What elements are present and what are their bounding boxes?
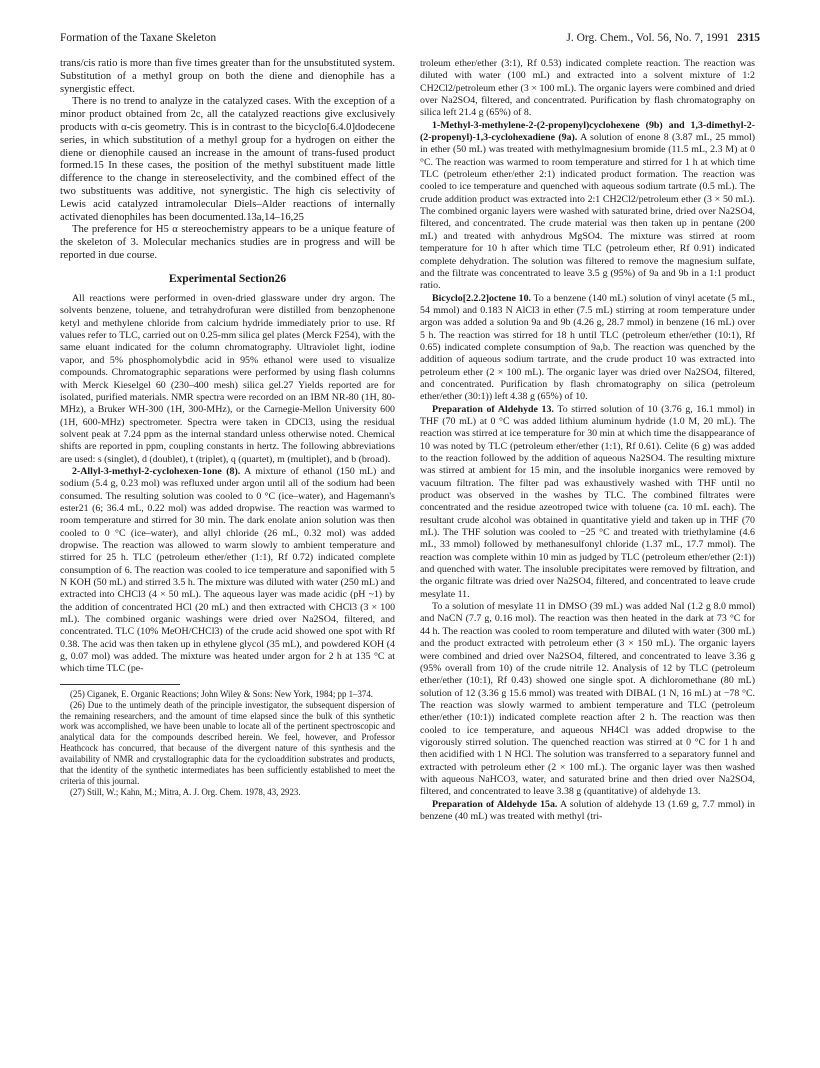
footnote: (27) Still, W.; Kahn, M.; Mitra, A. J. Org. Chem. 1978, 43, 2923.: [70, 786, 301, 797]
procedure-paragraph: [60, 466, 395, 676]
procedure-paragraph: [420, 404, 755, 602]
procedure-paragraph: [420, 799, 755, 824]
paragraph: The preference for H5 α stereochemistry appears to be a unique feature of the skeleton of 3. Molecular mechanics studies are in progress and will be reported in due course.: [60, 224, 395, 261]
paragraph: troleum ether/ether (3:1), Rf 0.53) indicated complete reaction. The reaction was diluted with water (100 mL) and extracted into a solvent mixture of 1:2 CH2Cl2/petroleum ether (3 × 100 mL). The organic layers were combined and dried over Na2SO4, filtered, and concentrated. Purification by flash chromatography on silica left 21.4 g (65%) of 8.: [420, 58, 755, 119]
compound-heading: Preparation of Aldehyde 13.: [432, 403, 554, 415]
paragraph: trans/cis ratio is more than five times greater than for the unsubstituted system. Substitution of a methyl group on both the diene and dienophile has a synergistic effect.: [60, 58, 395, 95]
procedure-paragraph: [420, 120, 755, 293]
footnote-divider: [60, 684, 180, 685]
compound-heading: Bicyclo[2.2.2]octene 10.: [432, 292, 531, 304]
discussion-text: [60, 58, 395, 263]
paragraph: All reactions were performed in oven-dried glassware under dry argon. The solvents benzene, toluene, and tetrahydrofuran were distilled from benzophenone ketyl and methylene chloride from calcium hydride immediately prior to use. Rf values refer to TLC, carried out on 0.25-mm silica gel plates (Merck F254), with the same eluant indicated for the column chromatography. Ultraviolet light, iodine vapor, and 5% phosphomolybdic acid in 95% ethanol were used to visualize compounds. Chromatographic separations were performed by using flash columns with Merck Kieselgel 60 (230–400 mesh) silica gel.27 Yields reported are for isolated, purified materials. NMR spectra were recorded on an IBM NR-80 (1H, 80-MHz), a Bruker WH-300 (1H, 300-MHz), or the Carnegie-Mellon University 600 (1H, 600-MHz) spectrometer. Spectra were taken in CDCl3, using the residual solvent peak at 7.24 ppm as the internal standard unless otherwise noted. Chemical shifts are reported in ppm, coupling constants in hertz. The following abbreviations are used: s (singlet), d (doublet), t (triplet), q (quartet), m (multiplet), and b (broad).: [60, 293, 395, 465]
footnotes: [60, 689, 395, 798]
procedure-text: To a benzene (140 mL) solution of vinyl acetate (5 mL, 54 mmol) and 0.183 N AlCl3 in ether (7.5 mL) stirring at room temperature under argon was added a solution 9a and 9b (4.26 g, 28.7 mmol) in benzene (16 mL) over 5 h. The reaction was stirred for 18 h until TLC (petroleum ether/ether (10:1), Rf 0.65) indicated complete consumption of 9a,b. The reaction was quenched by the addition of aqueous sodium tartrate, and the crude product 10 was extracted into petroleum ether (2 × 100 mL). The organic layer was dried over Na2SO4, filtered, and concentrated. Purification by flash chromatography on silica (petroleum ether/ether (30:1)) left 4.38 g (65%) of 10.: [420, 292, 755, 403]
paragraph: There is no trend to analyze in the catalyzed cases. With the exception of a minor product obtained from 2c, all the catalyzed reactions give exclusively products with α-cis geometry. This is in contrast to the bicyclo[6.4.0]dodecene series, in which substitution of a methyl group for a hydrogen on either the diene or dienophile caused an increase in the amount of trans-fused product formed.15 In these cases, the position of the methyl substituent made little difference to the change in stereoselectivity, and the combined effect of the two substituents was additive, not synergistic. The high cis selectivity of Lewis acid catalyzed intramolecular Diels–Alder reactions of internally activated dienophiles has been documented.13a,14–16,25: [60, 96, 395, 223]
right-column: [420, 58, 755, 823]
procedure-paragraph: [420, 293, 755, 404]
compound-heading: Preparation of Aldehyde 15a.: [432, 798, 558, 810]
procedure-text: A solution of aldehyde 13 (1.69 g, 7.7 mmol) in benzene (40 mL) was treated with methyl (tri-: [420, 798, 755, 822]
paragraph: To a solution of mesylate 11 in DMSO (39 mL) was added NaI (1.2 g 8.0 mmol) and NaCN (7.7 g, 0.16 mol). The reaction was then heated in the dark at 73 °C for 44 h. The reaction was cooled to room temperature and diluted with water (300 mL) and the product extracted with petroleum ether (3 × 150 mL). The organic layers were combined and dried over Na2SO4, filtered, and concentrated to leave 3.36 g (95% overall from 10) of the crude nitrile 12. Analysis of 12 by TLC (petroleum ether/ether (10:1), Rf 0.43) showed one single spot. A dichloromethane (80 mL) solution of 12 (3.36 g 15.6 mmol) was treated with DIBAL (1 N, 16 mL) at −78 °C. The reaction was slowly warmed to ambient temperature and TLC (petroleum ether/ether (10:1)) indicated complete reaction after 2 h. The reaction was then cooled to ice temperature, and aqueous NH4Cl was added dropwise to the vigorously stirred solution. The quenched reaction was stirred at 0 °C for 1 h and then acidified with 1 N HCl. The solution was transferred to a separatory funnel and extracted with petroleum ether (2 × 100 mL). The organic layer was then washed with aqueous NaHCO3, water, and saturated brine and then dried over Na2SO4, filtered, and concentrated to leave 3.38 g (quantitative) of aldehyde 13.: [420, 601, 755, 798]
left-column: [60, 58, 395, 798]
journal-volume: J. Org. Chem., Vol. 56, No. 7, 1991: [566, 32, 729, 44]
running-header: [60, 32, 760, 48]
compound-heading: 2-Allyl-3-methyl-2-cyclohexen-1one (8).: [72, 465, 241, 477]
journal-citation: [566, 32, 760, 44]
procedure-text: A solution of enone 8 (3.87 mL, 25 mmol) in ether (50 mL) was treated with methylmagnesium bromide (11.5 mL, 2.3 M) at 0 °C. The reaction was warmed to room temperature and stirred for 1 h at which time TLC (petroleum ether/ether 2:1) indicated product formation. The reaction was cooled to ice temperature and quenched with aqueous sodium tartrate (0.5 mL). The crude addition product was extracted into 2:1 CH2Cl2/petroleum ether (3 × 50 mL). The combined organic layers were washed with saturated brine, dried over Na2SO4, filtered, and concentrated. The crude material was then taken up in pentane (200 mL) and treated with anhydrous MgSO4. The mixture was stirred at room temperature for 10 h after which time TLC (petroleum ether, Rf 0.91) indicated complete dehydration. The solution was filtered to remove the magnesium sulfate, and the filtrate was concentrated to leave 3.5 g (95%) of 9a and 9b in a 1:1 product ratio.: [420, 132, 755, 292]
running-title: Formation of the Taxane Skeleton: [60, 32, 217, 44]
footnote: (25) Ciganek, E. Organic Reactions; John Wiley & Sons: New York, 1984; pp 1–374.: [70, 688, 374, 699]
procedure-text: To stirred solution of 10 (3.76 g, 16.1 mmol) in THF (70 mL) at 0 °C was added lithium aluminum hydride (1.0 M, 20 mL). The reaction was stirred at ice temperature for 30 min at which time the disappearance of 10 was noted by TLC (petroleum ether/ether (1:1), Rf 0.61). Celite (6 g) was added to the reaction followed by the addition of aqueous Na2SO4. The resulting mixture was stirred at ambient for 15 min, and the insoluble inorganics were removed by vacuum filtration. The filter pad was exhaustively washed with THF until no product was observed in the washes by TLC. The combined filtrates were concentrated and the residue azeotroped twice with toluene (ca. 10 mL each). The resultant crude alcohol was obtained in quantitative yield and taken up in THF (70 mL). The THF solution was cooled to −25 °C and treated with triethylamine (4.6 mL, 33 mmol) followed by methanesulfonyl chloride (1.37 mL, 17.7 mmol). The reaction was complete within 10 min as judged by TLC (petroleum ether/ether (2:1)) and quenched with water. The insoluble precipitates were removed by filtration, and the organic filtrate was dried over Na2SO4, filtered, and concentrated to leave crude mesylate 11.: [420, 403, 755, 600]
compound-heading: 1-Methyl-3-methylene-2-(2-propenyl)cyclohexene (9b) and 1,3-dimethyl-2-(2-propenyl)-1,3-cyclohexadiene (9a).: [420, 119, 755, 144]
section-heading: Experimental Section26: [168, 272, 287, 285]
footnote: (26) Due to the untimely death of the principle investigator, the subsequent dispersion of the remaining researchers, and the amount of time elapsed since the bulk of this synthetic work was accomplished, we have been unable to locate all of the pertinent spectroscopic and analytical data for the compounds described herein. We feel, however, and Professor Heathcock has concurred, that because of the divergent nature of this synthesis and the availability of NMR and crystallographic data for the cycloaddition substrates and products, that the identity of the synthetic intermediates has been sufficiently established to meet the criteria of this journal.: [60, 699, 395, 786]
procedure-text: A mixture of ethanol (150 mL) and sodium (5.4 g, 0.23 mol) was refluxed under argon until all of the sodium had been consumed. The resulting solution was cooled to 0 °C (ice–water), and Hagemann's ester21 (6; 36.4 mL, 0.22 mol) was added dropwise. The reaction was warmed to room temperature and stirred for 30 min. The dark enolate anion solution was then cooled to 0 °C (ice–water), and allyl chloride (26 mL, 0.32 mol) was added dropwise. The reaction was allowed to warm slowly to ambient temperature and stirred for 25 h. TLC (petroleum ether/ether (1:1), Rf 0.72) indicated complete consumption of 6. The reaction was cooled to ice temperature and saponified with 5 N KOH (50 mL) and stirred 3.5 h. The mixture was diluted with water (250 mL) and extracted into CHCl3 (4 × 50 mL). The aqueous layer was made acidic (pH ~1) by the addition of concentrated HCl (20 mL) and then extracted with CHCl3 (3 × 100 mL). The combined organic washings were dried over Na2SO4, filtered, and concentrated. TLC (10% MeOH/CHCl3) of the crude acid showed one spot with Rf 0.38. The acid was then taken up in ethylene glycol (35 mL), and powdered KOH (4 g, 0.07 mol) was added. The mixture was heated under argon for 2 h at 135 °C at which time TLC (pe-: [60, 465, 395, 675]
page-number: 2315: [737, 32, 760, 44]
